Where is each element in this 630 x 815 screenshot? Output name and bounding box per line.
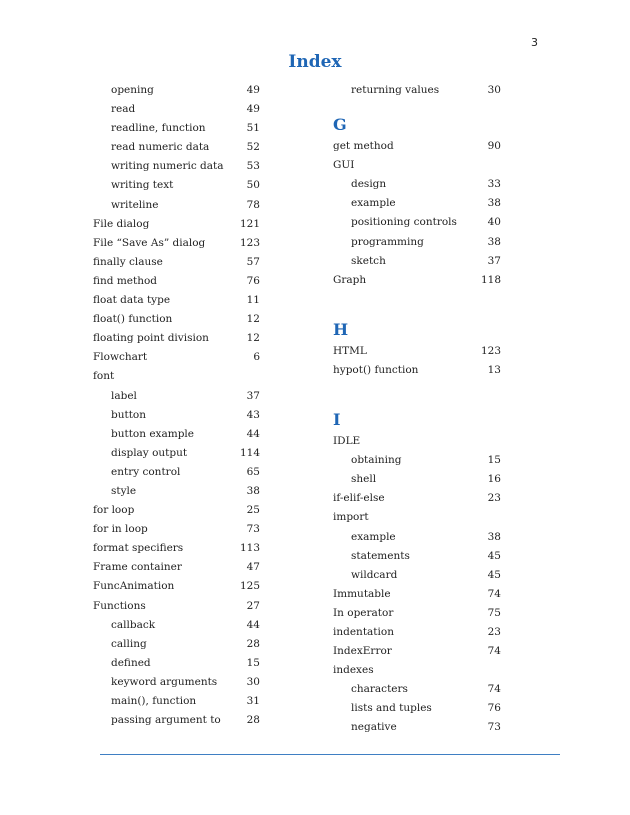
index-entry	[333, 508, 501, 527]
index-term: In operator	[333, 606, 394, 619]
index-page-number: 51	[246, 122, 260, 135]
index-subentry	[93, 673, 260, 692]
index-term: characters	[351, 683, 408, 696]
index-term: returning values	[351, 84, 440, 96]
index-page-number: 73	[487, 721, 501, 734]
index-page-number: 31	[246, 695, 260, 707]
index-subentry	[93, 196, 260, 215]
section-spacer	[333, 290, 501, 305]
index-term: finally clause	[93, 255, 163, 268]
index-column-left	[93, 81, 260, 730]
index-entry	[93, 558, 260, 577]
index-page-number: 45	[487, 549, 501, 562]
index-term: Flowchart	[93, 351, 148, 364]
index-term: hypot() function	[333, 363, 419, 376]
index-page-number: 78	[246, 198, 260, 211]
index-entry	[333, 361, 501, 380]
index-entry	[93, 501, 260, 520]
index-page-number: 11	[246, 294, 260, 307]
index-subentry	[333, 718, 501, 737]
index-entry	[333, 342, 501, 361]
index-page-number: 16	[487, 473, 501, 486]
index-page-number: 118	[480, 273, 501, 286]
index-term: writing numeric data	[111, 160, 224, 173]
index-term: negative	[351, 721, 397, 734]
index-term: Frame container	[93, 561, 182, 574]
index-subentry	[93, 444, 260, 463]
index-term: Immutable	[333, 587, 391, 600]
index-subentry	[93, 406, 260, 425]
index-page-number: 33	[487, 178, 501, 191]
index-entry	[333, 137, 501, 156]
index-section-letter-h: H	[333, 319, 349, 339]
index-page-number: 38	[487, 235, 501, 248]
index-term: main(), function	[111, 695, 197, 707]
index-entry	[333, 489, 501, 508]
index-page-number: 57	[246, 255, 260, 268]
index-page-number: 23	[487, 492, 501, 505]
index-page-number: 50	[246, 179, 260, 192]
index-page-number: 113	[239, 542, 260, 555]
index-page-number: 53	[246, 160, 260, 173]
index-page-number: 45	[487, 568, 501, 581]
index-entry	[93, 329, 260, 348]
index-term: float data type	[93, 294, 171, 307]
index-page-number: 49	[246, 103, 260, 116]
index-entry	[333, 623, 501, 642]
index-page-number: 125	[239, 580, 260, 593]
index-subentry	[333, 194, 501, 213]
index-term: button	[111, 408, 147, 421]
index-page-number: 15	[487, 454, 501, 467]
index-subentry	[333, 233, 501, 252]
index-subentry	[93, 654, 260, 673]
index-term: format specifiers	[93, 542, 184, 555]
index-term: style	[111, 484, 137, 497]
index-entry	[93, 253, 260, 272]
index-page-number: 114	[239, 446, 260, 459]
index-term: calling	[111, 637, 147, 650]
index-term: lists and tuples	[351, 702, 432, 715]
index-subentry	[333, 451, 501, 470]
index-entry	[333, 642, 501, 661]
index-page-number: 30	[487, 84, 501, 96]
index-page-number: 25	[246, 504, 260, 517]
index-subentry	[93, 482, 260, 501]
index-term: programming	[351, 235, 424, 248]
index-term: if-elif-else	[333, 492, 385, 505]
footer-divider	[100, 754, 560, 755]
index-term: callback	[111, 618, 156, 631]
index-page-number: 65	[246, 465, 260, 478]
index-term: sketch	[351, 254, 386, 267]
index-page-number: 47	[246, 561, 260, 574]
index-page-number: 6	[253, 351, 260, 364]
index-subentry	[93, 119, 260, 138]
index-subentry	[93, 616, 260, 635]
index-entry	[93, 367, 260, 386]
index-term: example	[351, 530, 396, 543]
index-term: Graph	[333, 273, 367, 286]
index-term: display output	[111, 446, 188, 459]
index-subentry	[333, 699, 501, 718]
index-subentry	[93, 81, 260, 100]
index-term: shell	[351, 473, 377, 486]
index-term: float() function	[93, 313, 173, 326]
index-subentry	[333, 566, 501, 585]
index-page-number: 37	[246, 389, 260, 402]
index-term: read numeric data	[111, 141, 210, 154]
index-entry	[333, 585, 501, 604]
index-page-number: 44	[246, 618, 260, 631]
index-subentry	[333, 528, 501, 547]
index-term: button example	[111, 427, 194, 440]
index-term: font	[93, 370, 115, 383]
index-subentry	[93, 635, 260, 654]
index-subentry	[93, 463, 260, 482]
index-page-number: 121	[239, 217, 260, 230]
index-subentry	[333, 81, 501, 100]
index-subentry	[93, 692, 260, 711]
index-term: FuncAnimation	[93, 580, 175, 593]
index-entry	[93, 310, 260, 329]
index-entry	[333, 604, 501, 623]
index-term: find method	[93, 274, 158, 287]
index-subentry	[333, 470, 501, 489]
index-subentry	[93, 425, 260, 444]
index-term: entry control	[111, 465, 181, 478]
index-term: statements	[351, 549, 410, 562]
index-term: indexes	[333, 664, 374, 677]
index-page-number: 49	[246, 84, 260, 96]
index-entry	[93, 291, 260, 310]
index-subentry	[93, 100, 260, 119]
index-page-number: 123	[239, 236, 260, 249]
index-term: defined	[111, 656, 151, 669]
index-term: writing text	[111, 179, 174, 192]
index-term: IndexError	[333, 645, 392, 658]
index-entry	[93, 520, 260, 539]
index-term: for loop	[93, 504, 135, 517]
index-page-number: 40	[487, 216, 501, 229]
index-term: readline, function	[111, 122, 206, 135]
index-column-right	[333, 81, 501, 738]
index-subentry	[333, 680, 501, 699]
index-term: opening	[111, 84, 154, 96]
index-page-number: 76	[487, 702, 501, 715]
index-subentry	[333, 213, 501, 232]
index-entry	[333, 432, 501, 451]
index-entry	[333, 271, 501, 290]
index-term: positioning controls	[351, 216, 457, 229]
index-page-number: 75	[487, 606, 501, 619]
index-term: File dialog	[93, 217, 150, 230]
index-page-number: 74	[487, 587, 501, 600]
index-page-number: 28	[246, 714, 260, 727]
index-entry	[93, 577, 260, 596]
index-page-number: 38	[487, 530, 501, 543]
index-page-number: 13	[487, 363, 501, 376]
index-entry	[93, 539, 260, 558]
index-page-number: 12	[246, 332, 260, 345]
index-page-number: 38	[487, 197, 501, 210]
index-page-number: 27	[246, 599, 260, 612]
index-term: read	[111, 103, 136, 116]
index-term: obtaining	[351, 454, 402, 467]
index-term: File “Save As” dialog	[93, 236, 206, 249]
index-page-number: 90	[487, 140, 501, 153]
index-section-letter-i: I	[333, 410, 341, 430]
index-entry	[333, 661, 501, 680]
index-term: design	[351, 178, 387, 191]
index-page-number: 30	[246, 675, 260, 688]
index-section-letter-g: G	[333, 115, 347, 135]
index-entry	[93, 215, 260, 234]
index-term: Functions	[93, 599, 146, 612]
index-term: IDLE	[333, 435, 361, 448]
index-page-number: 44	[246, 427, 260, 440]
index-page-number: 23	[487, 625, 501, 638]
index-subentry	[333, 252, 501, 271]
index-entry	[93, 597, 260, 616]
index-subentry	[333, 175, 501, 194]
index-page-number: 43	[246, 408, 260, 421]
index-page-number: 37	[487, 254, 501, 267]
index-page-number: 52	[246, 141, 260, 154]
page-title: Index	[288, 52, 342, 72]
index-page-number: 74	[487, 683, 501, 696]
index-term: get method	[333, 140, 394, 153]
index-subentry	[93, 138, 260, 157]
index-term: keyword arguments	[111, 675, 218, 688]
index-term: example	[351, 197, 396, 210]
index-entry	[333, 156, 501, 175]
index-term: floating point division	[93, 332, 209, 345]
index-subentry	[333, 547, 501, 566]
index-page-number: 15	[246, 656, 260, 669]
index-term: writeline	[111, 198, 159, 211]
index-entry	[93, 272, 260, 291]
index-subentry	[93, 711, 260, 730]
index-term: passing argument to	[111, 714, 221, 727]
index-term: HTML	[333, 344, 367, 357]
index-page-number: 123	[480, 344, 501, 357]
index-subentry	[93, 387, 260, 406]
index-page-number: 73	[246, 523, 260, 536]
index-subentry	[93, 157, 260, 176]
index-page-number: 76	[246, 274, 260, 287]
index-page-number: 28	[246, 637, 260, 650]
index-term: indentation	[333, 625, 394, 638]
index-subentry	[93, 176, 260, 195]
index-term: wildcard	[351, 568, 398, 581]
index-page-number: 12	[246, 313, 260, 326]
index-page-number: 38	[246, 484, 260, 497]
page-number: 3	[531, 36, 538, 49]
index-term: for in loop	[93, 523, 148, 536]
index-entry	[93, 348, 260, 367]
index-entry	[93, 234, 260, 253]
index-term: GUI	[333, 159, 355, 172]
index-term: label	[111, 389, 137, 402]
section-spacer	[333, 380, 501, 395]
index-term: import	[333, 511, 369, 524]
index-page-number: 74	[487, 645, 501, 658]
